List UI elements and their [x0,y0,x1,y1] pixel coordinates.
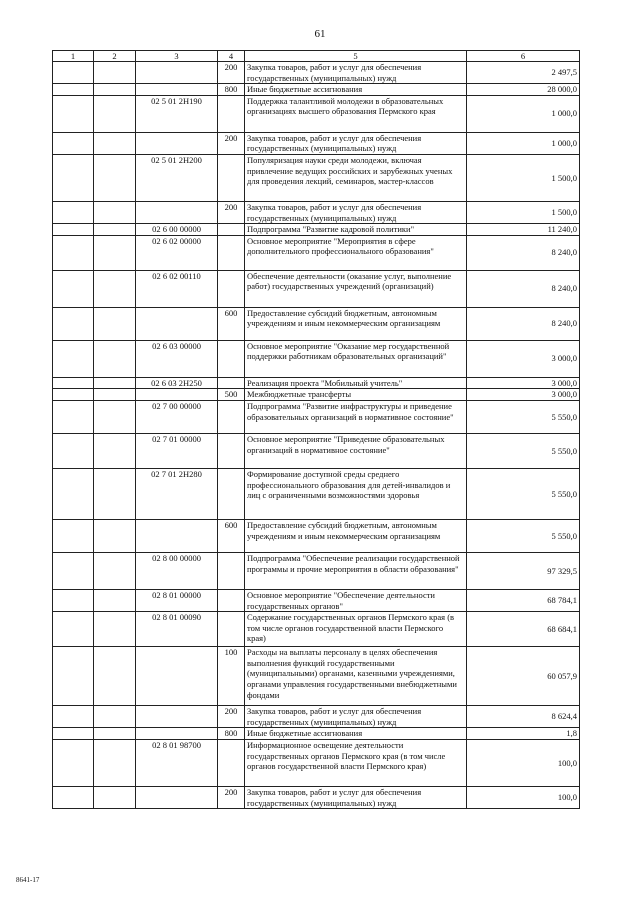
amount-value: 68 784,1 [467,589,580,611]
expense-type-code: 800 [218,728,245,740]
cell-col-1 [53,307,94,340]
target-article-code: 02 7 00 00000 [136,400,218,433]
expense-type-code: 600 [218,519,245,552]
table-row [53,307,580,340]
cell-col-2 [94,739,136,786]
target-article-code: 02 6 03 00000 [136,340,218,377]
item-name: Межбюджетные трансферты [245,389,467,401]
table-row [53,201,580,223]
target-article-code [136,647,218,706]
cell-col-2 [94,307,136,340]
table-row [53,389,580,401]
table-row [53,612,580,647]
item-name: Расходы на выплаты персоналу в целях обеспечения выполнения функций государственными (муниципальными) органами, казенными учреждениями, органами управления государственными внебюджетными фондами [245,647,467,706]
amount-value: 8 624,4 [467,706,580,728]
expense-type-code [218,589,245,611]
target-article-code: 02 8 01 98700 [136,739,218,786]
cell-col-1 [53,377,94,389]
expense-type-code [218,270,245,307]
cell-col-1 [53,706,94,728]
expense-type-code [218,468,245,519]
target-article-code [136,786,218,808]
cell-col-2 [94,433,136,468]
expense-type-code: 200 [218,786,245,808]
cell-col-2 [94,552,136,589]
item-name: Закупка товаров, работ и услуг для обеспечения государственных (муниципальных) нужд [245,201,467,223]
column-header-3: 3 [136,51,218,62]
amount-value: 5 550,0 [467,400,580,433]
item-name: Закупка товаров, работ и услуг для обеспечения государственных (муниципальных) нужд [245,132,467,154]
cell-col-1 [53,201,94,223]
table-row [53,552,580,589]
target-article-code: 02 8 00 00000 [136,552,218,589]
cell-col-1 [53,84,94,96]
table-row [53,433,580,468]
cell-col-2 [94,519,136,552]
table-row [53,786,580,808]
item-name: Реализация проекта "Мобильный учитель" [245,377,467,389]
column-header-4: 4 [218,51,245,62]
cell-col-1 [53,224,94,236]
cell-col-1 [53,95,94,132]
table-row [53,132,580,154]
target-article-code: 02 7 01 2Н280 [136,468,218,519]
item-name: Иные бюджетные ассигнования [245,84,467,96]
cell-col-2 [94,270,136,307]
amount-value: 3 000,0 [467,389,580,401]
cell-col-2 [94,62,136,84]
expense-type-code: 800 [218,84,245,96]
table-row [53,154,580,201]
cell-col-1 [53,400,94,433]
item-name: Подпрограмма "Развитие кадровой политики" [245,224,467,236]
cell-col-2 [94,786,136,808]
budget-table [52,50,580,809]
cell-col-1 [53,389,94,401]
cell-col-1 [53,132,94,154]
table-row [53,589,580,611]
target-article-code [136,706,218,728]
column-header-2: 2 [94,51,136,62]
expense-type-code [218,235,245,270]
cell-col-2 [94,201,136,223]
cell-col-1 [53,62,94,84]
item-name: Подпрограмма "Развитие инфраструктуры и приведение образовательных организаций в нормативное состояние" [245,400,467,433]
amount-value: 3 000,0 [467,340,580,377]
amount-value: 60 057,9 [467,647,580,706]
cell-col-1 [53,519,94,552]
expense-type-code [218,154,245,201]
expense-type-code [218,224,245,236]
amount-value: 8 240,0 [467,307,580,340]
target-article-code: 02 6 00 00000 [136,224,218,236]
amount-value: 5 550,0 [467,433,580,468]
expense-type-code [218,433,245,468]
target-article-code [136,389,218,401]
target-article-code: 02 5 01 2Н200 [136,154,218,201]
expense-type-code: 500 [218,389,245,401]
amount-value: 1,8 [467,728,580,740]
expense-type-code [218,377,245,389]
cell-col-2 [94,728,136,740]
cell-col-2 [94,589,136,611]
cell-col-2 [94,224,136,236]
expense-type-code [218,739,245,786]
expense-type-code: 100 [218,647,245,706]
cell-col-2 [94,612,136,647]
table-row [53,84,580,96]
cell-col-2 [94,389,136,401]
column-header-5: 5 [245,51,467,62]
page-number: 61 [314,28,326,40]
cell-col-1 [53,154,94,201]
table-row [53,468,580,519]
amount-value: 1 000,0 [467,95,580,132]
item-name: Иные бюджетные ассигнования [245,728,467,740]
table-row [53,377,580,389]
target-article-code: 02 6 03 2Н250 [136,377,218,389]
amount-value: 100,0 [467,739,580,786]
expense-type-code: 200 [218,62,245,84]
target-article-code: 02 8 01 00090 [136,612,218,647]
target-article-code [136,84,218,96]
expense-type-code [218,552,245,589]
cell-col-1 [53,612,94,647]
cell-col-1 [53,728,94,740]
amount-value: 8 240,0 [467,235,580,270]
cell-col-2 [94,468,136,519]
item-name: Предоставление субсидий бюджетным, автономным учреждениям и иным некоммерческим организациям [245,307,467,340]
target-article-code: 02 6 02 00110 [136,270,218,307]
table-row [53,400,580,433]
expense-type-code: 200 [218,706,245,728]
expense-type-code [218,340,245,377]
cell-col-2 [94,400,136,433]
item-name: Информационное освещение деятельности государственных органов Пермского края (в том числе органов государственной власти Пермского края) [245,739,467,786]
table-row [53,340,580,377]
cell-col-1 [53,468,94,519]
item-name: Основное мероприятие "Обеспечение деятельности государственных органов" [245,589,467,611]
table-row [53,270,580,307]
cell-col-2 [94,340,136,377]
item-name: Популяризация науки среди молодежи, включая привлечение ведущих российских и зарубежных ученых для проведения лекций, семинаров, мастер-классов [245,154,467,201]
target-article-code: 02 8 01 00000 [136,589,218,611]
target-article-code: 02 5 01 2Н190 [136,95,218,132]
target-article-code [136,62,218,84]
target-article-code [136,307,218,340]
expense-type-code: 200 [218,201,245,223]
table-row [53,647,580,706]
item-name: Закупка товаров, работ и услуг для обеспечения государственных (муниципальных) нужд [245,786,467,808]
target-article-code: 02 6 02 00000 [136,235,218,270]
cell-col-2 [94,235,136,270]
item-name: Предоставление субсидий бюджетным, автономным учреждениям и иным некоммерческим организациям [245,519,467,552]
cell-col-1 [53,739,94,786]
amount-value: 2 497,5 [467,62,580,84]
item-name: Содержание государственных органов Пермского края (в том числе органов государственной власти Пермского края) [245,612,467,647]
footer-code: 8641-17 [16,876,40,884]
target-article-code [136,201,218,223]
cell-col-2 [94,706,136,728]
amount-value: 68 684,1 [467,612,580,647]
item-name: Закупка товаров, работ и услуг для обеспечения государственных (муниципальных) нужд [245,62,467,84]
amount-value: 1 500,0 [467,201,580,223]
table-header-row [53,51,580,62]
item-name: Обеспечение деятельности (оказание услуг, выполнение работ) государственных учреждений (организаций) [245,270,467,307]
table-row [53,62,580,84]
item-name: Формирование доступной среды среднего профессионального образования для детей-инвалидов и лиц с ограниченными возможностями здоровья [245,468,467,519]
expense-type-code: 200 [218,132,245,154]
amount-value: 5 550,0 [467,519,580,552]
item-name: Закупка товаров, работ и услуг для обеспечения государственных (муниципальных) нужд [245,706,467,728]
table-row [53,235,580,270]
cell-col-2 [94,647,136,706]
expense-type-code [218,612,245,647]
cell-col-1 [53,340,94,377]
table-row [53,519,580,552]
table-row [53,224,580,236]
amount-value: 1 000,0 [467,132,580,154]
cell-col-2 [94,132,136,154]
cell-col-1 [53,589,94,611]
table-row [53,95,580,132]
column-header-1: 1 [53,51,94,62]
amount-value: 3 000,0 [467,377,580,389]
target-article-code [136,132,218,154]
item-name: Подпрограмма "Обеспечение реализации государственной программы и прочие мероприятия в области образования" [245,552,467,589]
table-body [53,62,580,809]
cell-col-2 [94,154,136,201]
amount-value: 100,0 [467,786,580,808]
table-row [53,728,580,740]
table-row [53,706,580,728]
target-article-code: 02 7 01 00000 [136,433,218,468]
item-name: Поддержка талантливой молодежи в образовательных организациях высшего образования Пермского края [245,95,467,132]
item-name: Основное мероприятие "Мероприятия в сфере дополнительного профессионального образования" [245,235,467,270]
cell-col-1 [53,270,94,307]
expense-type-code: 600 [218,307,245,340]
expense-type-code [218,400,245,433]
target-article-code [136,728,218,740]
cell-col-1 [53,786,94,808]
cell-col-1 [53,647,94,706]
target-article-code [136,519,218,552]
column-header-6: 6 [467,51,580,62]
cell-col-2 [94,95,136,132]
amount-value: 28 000,0 [467,84,580,96]
cell-col-2 [94,377,136,389]
amount-value: 1 500,0 [467,154,580,201]
amount-value: 8 240,0 [467,270,580,307]
item-name: Основное мероприятие "Приведение образовательных организаций в нормативное состояние" [245,433,467,468]
amount-value: 11 240,0 [467,224,580,236]
cell-col-1 [53,552,94,589]
table-row [53,739,580,786]
cell-col-2 [94,84,136,96]
amount-value: 5 550,0 [467,468,580,519]
cell-col-1 [53,235,94,270]
expense-type-code [218,95,245,132]
item-name: Основное мероприятие "Оказание мер государственной поддержки работникам образовательных организаций" [245,340,467,377]
cell-col-1 [53,433,94,468]
amount-value: 97 329,5 [467,552,580,589]
